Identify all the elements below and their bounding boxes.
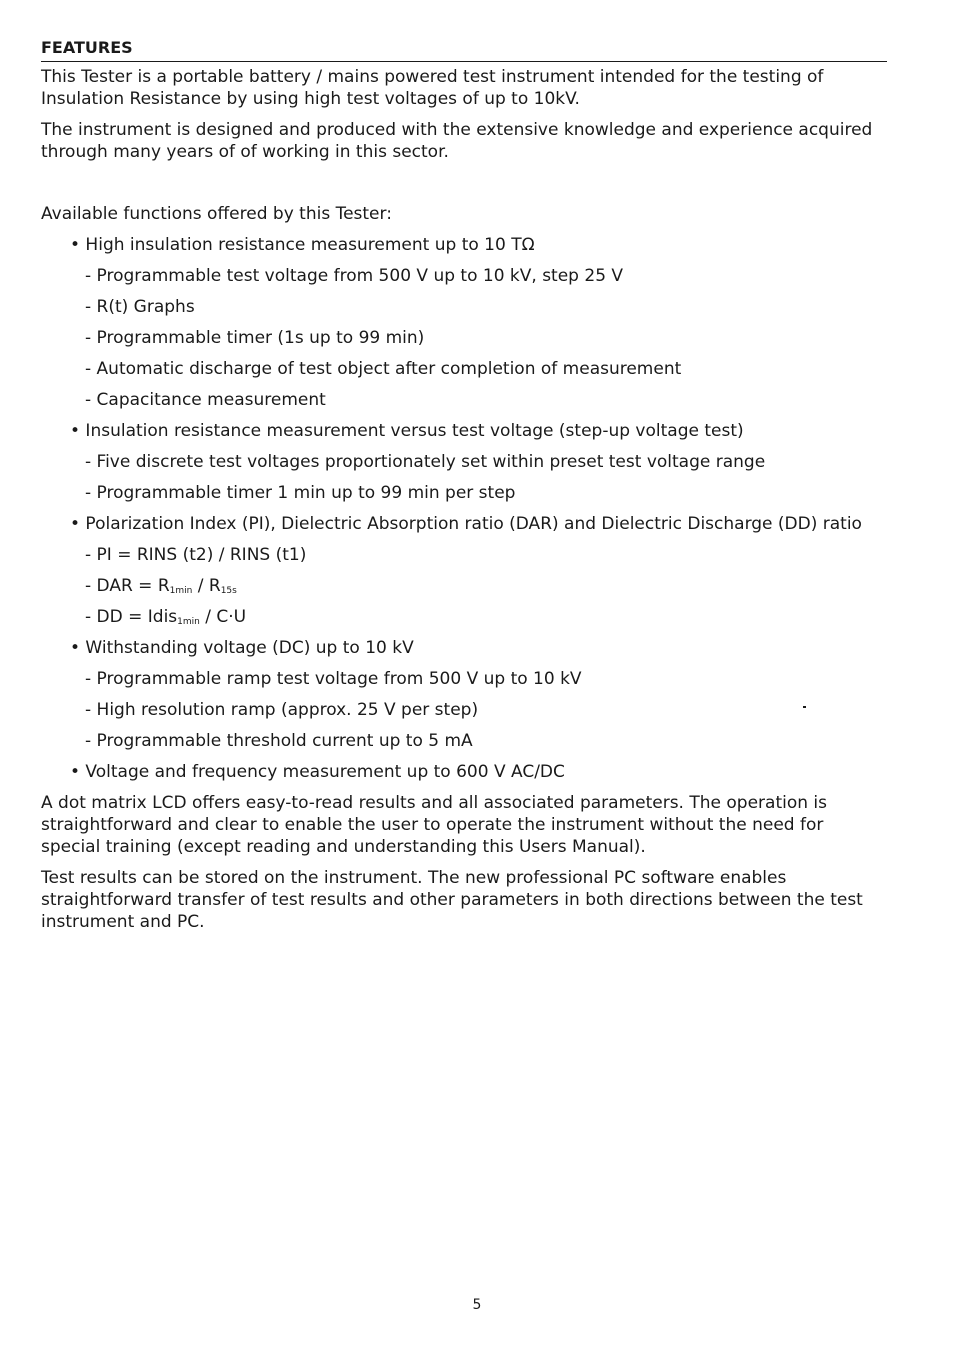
function-sub-item: - Programmable threshold current up to 5 mA (85, 731, 473, 751)
spacer (41, 172, 887, 203)
function-bullet-1: • High insulation resistance measurement up to 10 TΩ (70, 235, 535, 255)
function-bullet-2: • Insulation resistance measurement versus test voltage (step-up voltage test) (70, 421, 744, 441)
dd-formula-part: - DD = Idis (85, 607, 178, 627)
function-sub-item: - Capacitance measurement (85, 390, 326, 410)
dar-formula-part: / R (192, 576, 221, 596)
function-bullet-5: • Voltage and frequency measurement up to 600 V AC/DC (70, 762, 565, 782)
pi-formula: - PI = RINS (t2) / RINS (t1) (85, 545, 307, 565)
dd-formula-part: / C·U (199, 607, 247, 627)
function-sub-item: - Automatic discharge of test object after completion of measurement (85, 359, 682, 379)
dar-formula (41, 575, 887, 597)
dd-subscript: 1min (177, 617, 200, 627)
dar-subscript: 1min (169, 586, 193, 596)
section-heading: FEATURES (41, 38, 887, 62)
function-sub-item: - High resolution ramp (approx. 25 V per step) (85, 700, 479, 720)
page-number: 5 (472, 1297, 482, 1313)
function-bullet-3: • Polarization Index (PI), Dielectric Absorption ratio (DAR) and Dielectric Discharge (DD) ratio (70, 514, 862, 534)
function-sub-item: - Programmable timer 1 min up to 99 min per step (85, 483, 516, 503)
dar-formula-part: - DAR = R (85, 576, 170, 596)
function-sub-item: - Five discrete test voltages proportionately set within preset test voltage range (85, 452, 766, 472)
function-sub-item: - Programmable ramp test voltage from 500 V up to 10 kV (85, 669, 582, 689)
stray-mark (803, 706, 806, 708)
function-sub-item: - R(t) Graphs (85, 297, 195, 317)
closing-paragraph-2: Test results can be stored on the instrument. The new professional PC software enables straightforward transfer of test results and other parameters in both directions between the test instrument and PC. (41, 868, 863, 932)
intro-paragraph-1: This Tester is a portable battery / mains powered test instrument intended for the testing of Insulation Resistance by using high test voltages of up to 10kV. (41, 67, 824, 109)
dd-formula (41, 606, 887, 628)
functions-intro: Available functions offered by this Tester: (41, 204, 392, 224)
closing-paragraph-1: A dot matrix LCD offers easy-to-read results and all associated parameters. The operation is straightforward and clear to enable the user to operate the instrument without the need for special training (except reading and understanding this Users Manual). (41, 793, 827, 857)
function-bullet-4: • Withstanding voltage (DC) up to 10 kV (70, 638, 414, 658)
function-sub-item: - Programmable timer (1s up to 99 min) (85, 328, 425, 348)
document-page (41, 38, 887, 942)
dar-subscript: 15s (220, 586, 237, 596)
intro-paragraph-2: The instrument is designed and produced with the extensive knowledge and experience acquired through many years of of working in this sector. (41, 120, 873, 162)
function-sub-item: - Programmable test voltage from 500 V up to 10 kV, step 25 V (85, 266, 624, 286)
